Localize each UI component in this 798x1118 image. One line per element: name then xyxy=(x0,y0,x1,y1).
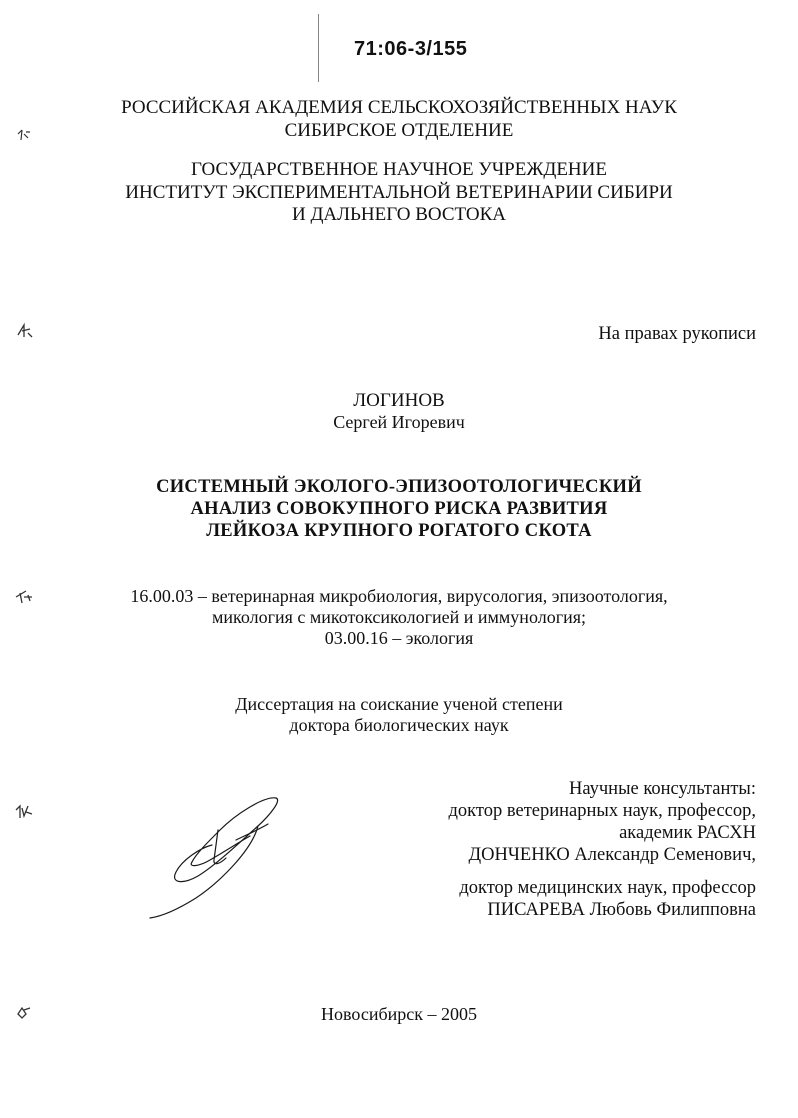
city-year: Новосибирск – 2005 xyxy=(321,1004,477,1024)
consultant-2-degree: доктор медицинских наук, профессор xyxy=(459,878,756,898)
specialty-line-1: 16.00.03 – ветеринарная микробиология, вирусология, эпизоотология, xyxy=(130,586,668,606)
title-line-3: ЛЕЙКОЗА КРУПНОГО РОГАТОГО СКОТА xyxy=(206,521,592,541)
consultant-2-name: ПИСАРЕВА Любовь Филипповна xyxy=(487,900,756,920)
academy-line-1: РОССИЙСКАЯ АКАДЕМИЯ СЕЛЬСКОХОЗЯЙСТВЕННЫХ НАУК xyxy=(121,97,677,118)
margin-mark-3 xyxy=(12,587,36,607)
author-surname: ЛОГИНОВ xyxy=(353,390,445,411)
author-given-names: Сергей Игоревич xyxy=(333,412,465,432)
consultant-1-degree: доктор ветеринарных наук, профессор, xyxy=(448,801,756,821)
title-line-2: АНАЛИЗ СОВОКУПНОГО РИСКА РАЗВИТИЯ xyxy=(190,499,608,519)
signature xyxy=(140,790,300,930)
manuscript-rights: На правах рукописи xyxy=(598,324,756,344)
degree-line-2: доктора биологических наук xyxy=(289,715,509,735)
margin-mark-1 xyxy=(12,126,36,146)
institute-line-1: ГОСУДАРСТВЕННОЕ НАУЧНОЕ УЧРЕЖДЕНИЕ xyxy=(191,159,607,180)
specialty-line-3: 03.00.16 – экология xyxy=(324,628,474,648)
margin-mark-4 xyxy=(12,802,36,822)
consultant-1-title: академик РАСХН xyxy=(619,823,756,843)
degree-line-1: Диссертация на соискание ученой степени xyxy=(235,694,563,714)
specialty-line-2: микология с микотоксикологией и иммунология; xyxy=(212,607,586,627)
academy-line-2: СИБИРСКОЕ ОТДЕЛЕНИЕ xyxy=(284,120,514,141)
consultants-heading: Научные консультанты: xyxy=(569,779,756,799)
archive-stamp: 71:06-3/155 xyxy=(354,38,468,60)
margin-mark-2 xyxy=(12,321,36,341)
stamp-rule xyxy=(318,14,319,82)
institute-line-2: ИНСТИТУТ ЭКСПЕРИМЕНТАЛЬНОЙ ВЕТЕРИНАРИИ СИБИРИ xyxy=(125,182,673,203)
consultant-1-name: ДОНЧЕНКО Александр Семенович, xyxy=(468,845,756,865)
title-line-1: СИСТЕМНЫЙ ЭКОЛОГО-ЭПИЗООТОЛОГИЧЕСКИЙ xyxy=(156,477,642,497)
institute-line-3: И ДАЛЬНЕГО ВОСТОКА xyxy=(291,204,507,225)
